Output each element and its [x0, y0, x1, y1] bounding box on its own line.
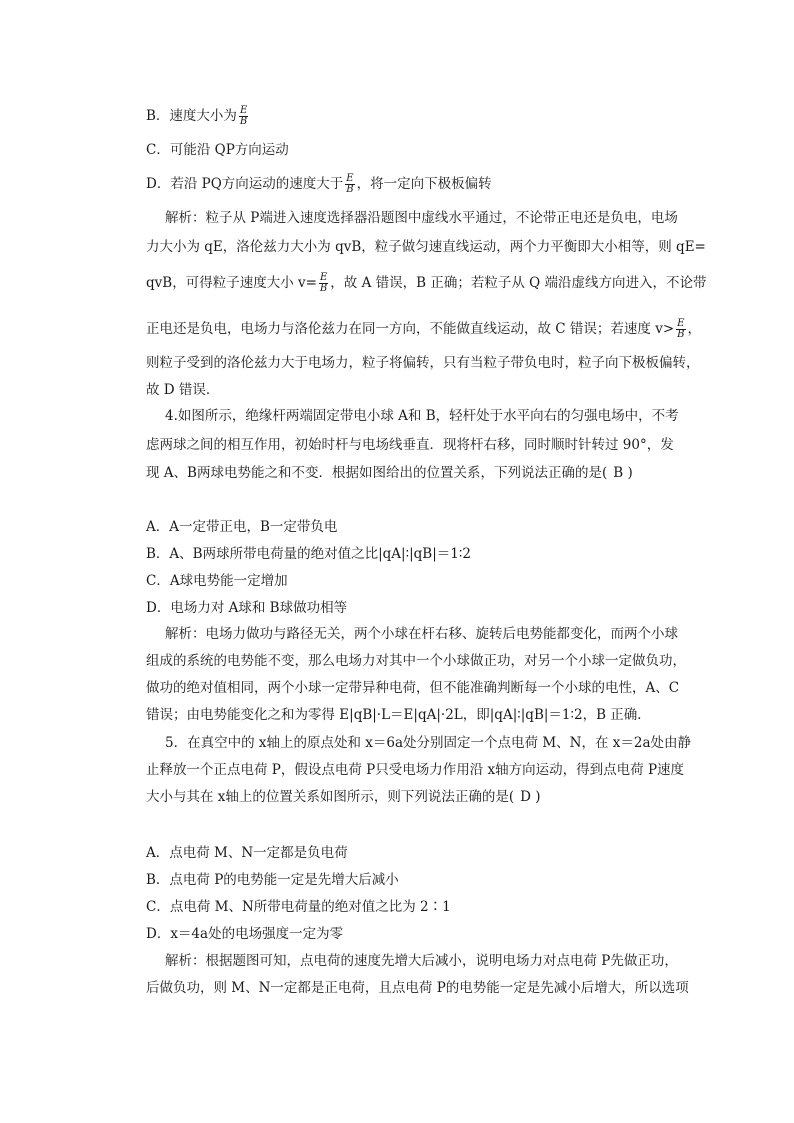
- q3-option-d-fraction: [345, 174, 354, 195]
- q4-answer: B ): [613, 465, 633, 481]
- q3-option-d-post: ，将一定向下极板偏转: [356, 176, 492, 192]
- q5-analysis-line-1: 解析：根据题图可知，点电荷的速度先增大后减小，说明电场力对点电荷 P先做正功，: [165, 953, 678, 969]
- q4-analysis-line-4: 错误；由电势能变化之和为零得 E|qB|·L＝E|qA|·2L，即|qA|∶|qB|＝1∶2，B 正确．: [146, 707, 651, 723]
- fraction-denominator: B: [239, 116, 248, 127]
- q3-analysis-line-5: 则粒子受到的洛伦兹力大于电场力，粒子将偏转，只有当粒子带负电时，粒子向下极板偏转，: [146, 355, 700, 371]
- q3-analysis-line-3-post: ，故 A 错误，B 正确；若粒子从 Q 端沿虚线方向进入，不论带: [330, 275, 707, 291]
- q3-analysis-line-6: 故 D 错误．: [146, 382, 220, 398]
- q5-answer: D ): [520, 789, 541, 805]
- q3-option-b-fraction: [239, 106, 248, 127]
- q5-option-c: C．点电荷 M、N所带电荷量的绝对值之比为 2∶1: [146, 899, 451, 915]
- q3-option-d: [146, 174, 492, 195]
- q4-stem-line-3: [146, 464, 633, 482]
- q5-analysis-line-2: 后做负功，则 M、N一定都是正电荷，且点电荷 P的电势能一定是先减小后增大，所以选项: [146, 980, 689, 996]
- q5-stem-line-1: 5．在真空中的 x轴上的原点处和 x＝6a处分别固定一个点电荷 M、N，在 x＝2a处由静: [165, 735, 692, 751]
- q3-analysis-line-2: 力大小为 qE，洛伦兹力大小为 qvB，粒子做匀速直线运动，两个力平衡即大小相等，则 qE=: [146, 239, 706, 255]
- q3-option-b: [146, 106, 250, 127]
- q3-analysis-line-4: [146, 319, 701, 340]
- q4-option-c: C．A球电势能一定增加: [146, 573, 288, 589]
- q4-stem-line-2: 虑两球之间的相互作用，初始时杆与电场线垂直．现将杆右移，同时顺时针转过 90°，发: [146, 437, 674, 453]
- q4-analysis-line-2: 组成的系统的电势能不变，那么电场力对其中一个小球做正功，对另一个小球一定做负功，: [146, 653, 686, 669]
- q3-analysis-fraction-1: [319, 273, 328, 294]
- q5-stem-line-3-text: 大小与其在 x轴上的位置关系如图所示，则下列说法正确的是(: [146, 789, 515, 805]
- q3-analysis-line-4-post: ，: [687, 321, 701, 337]
- q3-analysis-line-3: [146, 273, 706, 294]
- q5-option-b: B．点电荷 P的电势能一定是先增大后减小: [146, 872, 399, 888]
- q3-analysis-fraction-2: [676, 319, 685, 340]
- fraction-denominator: B: [677, 329, 685, 340]
- q4-option-b: B．A、B两球所带电荷量的绝对值之比|qA|∶|qB|＝1∶2: [146, 546, 471, 562]
- q5-stem-line-2: 止释放一个正点电荷 P，假设点电荷 P只受电场力作用沿 x轴方向运动，得到点电荷 P速度: [146, 762, 685, 778]
- q5-option-d: D．x＝4a处的电场强度一定为零: [146, 926, 344, 942]
- fraction-numerator: E: [677, 318, 685, 329]
- q4-stem-line-3-text: 现 A、B两球电势能之和不变．根据如图给出的位置关系，下列说法正确的是(: [146, 465, 608, 481]
- fraction-denominator: B: [346, 184, 354, 195]
- q4-analysis-line-3: 做功的绝对值相同，两个小球一定带异种电荷，但不能准确判断每一个小球的电性，A、C: [146, 680, 680, 696]
- q3-option-c: C．可能沿 QP方向运动: [146, 142, 289, 158]
- q3-analysis-line-3-pre: qvB，可得粒子速度大小 v=: [146, 275, 317, 291]
- q3-analysis-line-4-pre: 正电还是负电，电场力与洛伦兹力在同一方向，不能做直线运动，故 C 错误；若速度 v>: [146, 321, 675, 337]
- q3-analysis-line-1: 解析：粒子从 P端进入速度选择器沿题图中虚线水平通过，不论带正电还是负电，电场: [165, 210, 678, 226]
- q5-option-a: A．点电荷 M、N一定都是负电荷: [146, 845, 348, 861]
- q4-option-a: A．A一定带正电，B一定带负电: [146, 519, 338, 535]
- fraction-numerator: E: [319, 272, 328, 283]
- q4-stem-line-1: 4.如图所示，绝缘杆两端固定带电小球 A和 B，轻杆处于水平向右的匀强电场中，不考: [165, 408, 679, 424]
- q5-stem-line-3: [146, 788, 541, 806]
- q3-option-b-label: B．速度大小为: [146, 108, 237, 124]
- fraction-numerator: E: [239, 105, 248, 116]
- q3-option-d-pre: D．若沿 PQ方向运动的速度大于: [146, 176, 344, 192]
- q4-option-d: D．电场力对 A球和 B球做功相等: [146, 600, 348, 616]
- q4-analysis-line-1: 解析：电场力做功与路径无关，两个小球在杆右移、旋转后电势能都变化，而两个小球: [165, 626, 678, 642]
- fraction-denominator: B: [319, 283, 328, 294]
- fraction-numerator: E: [346, 173, 354, 184]
